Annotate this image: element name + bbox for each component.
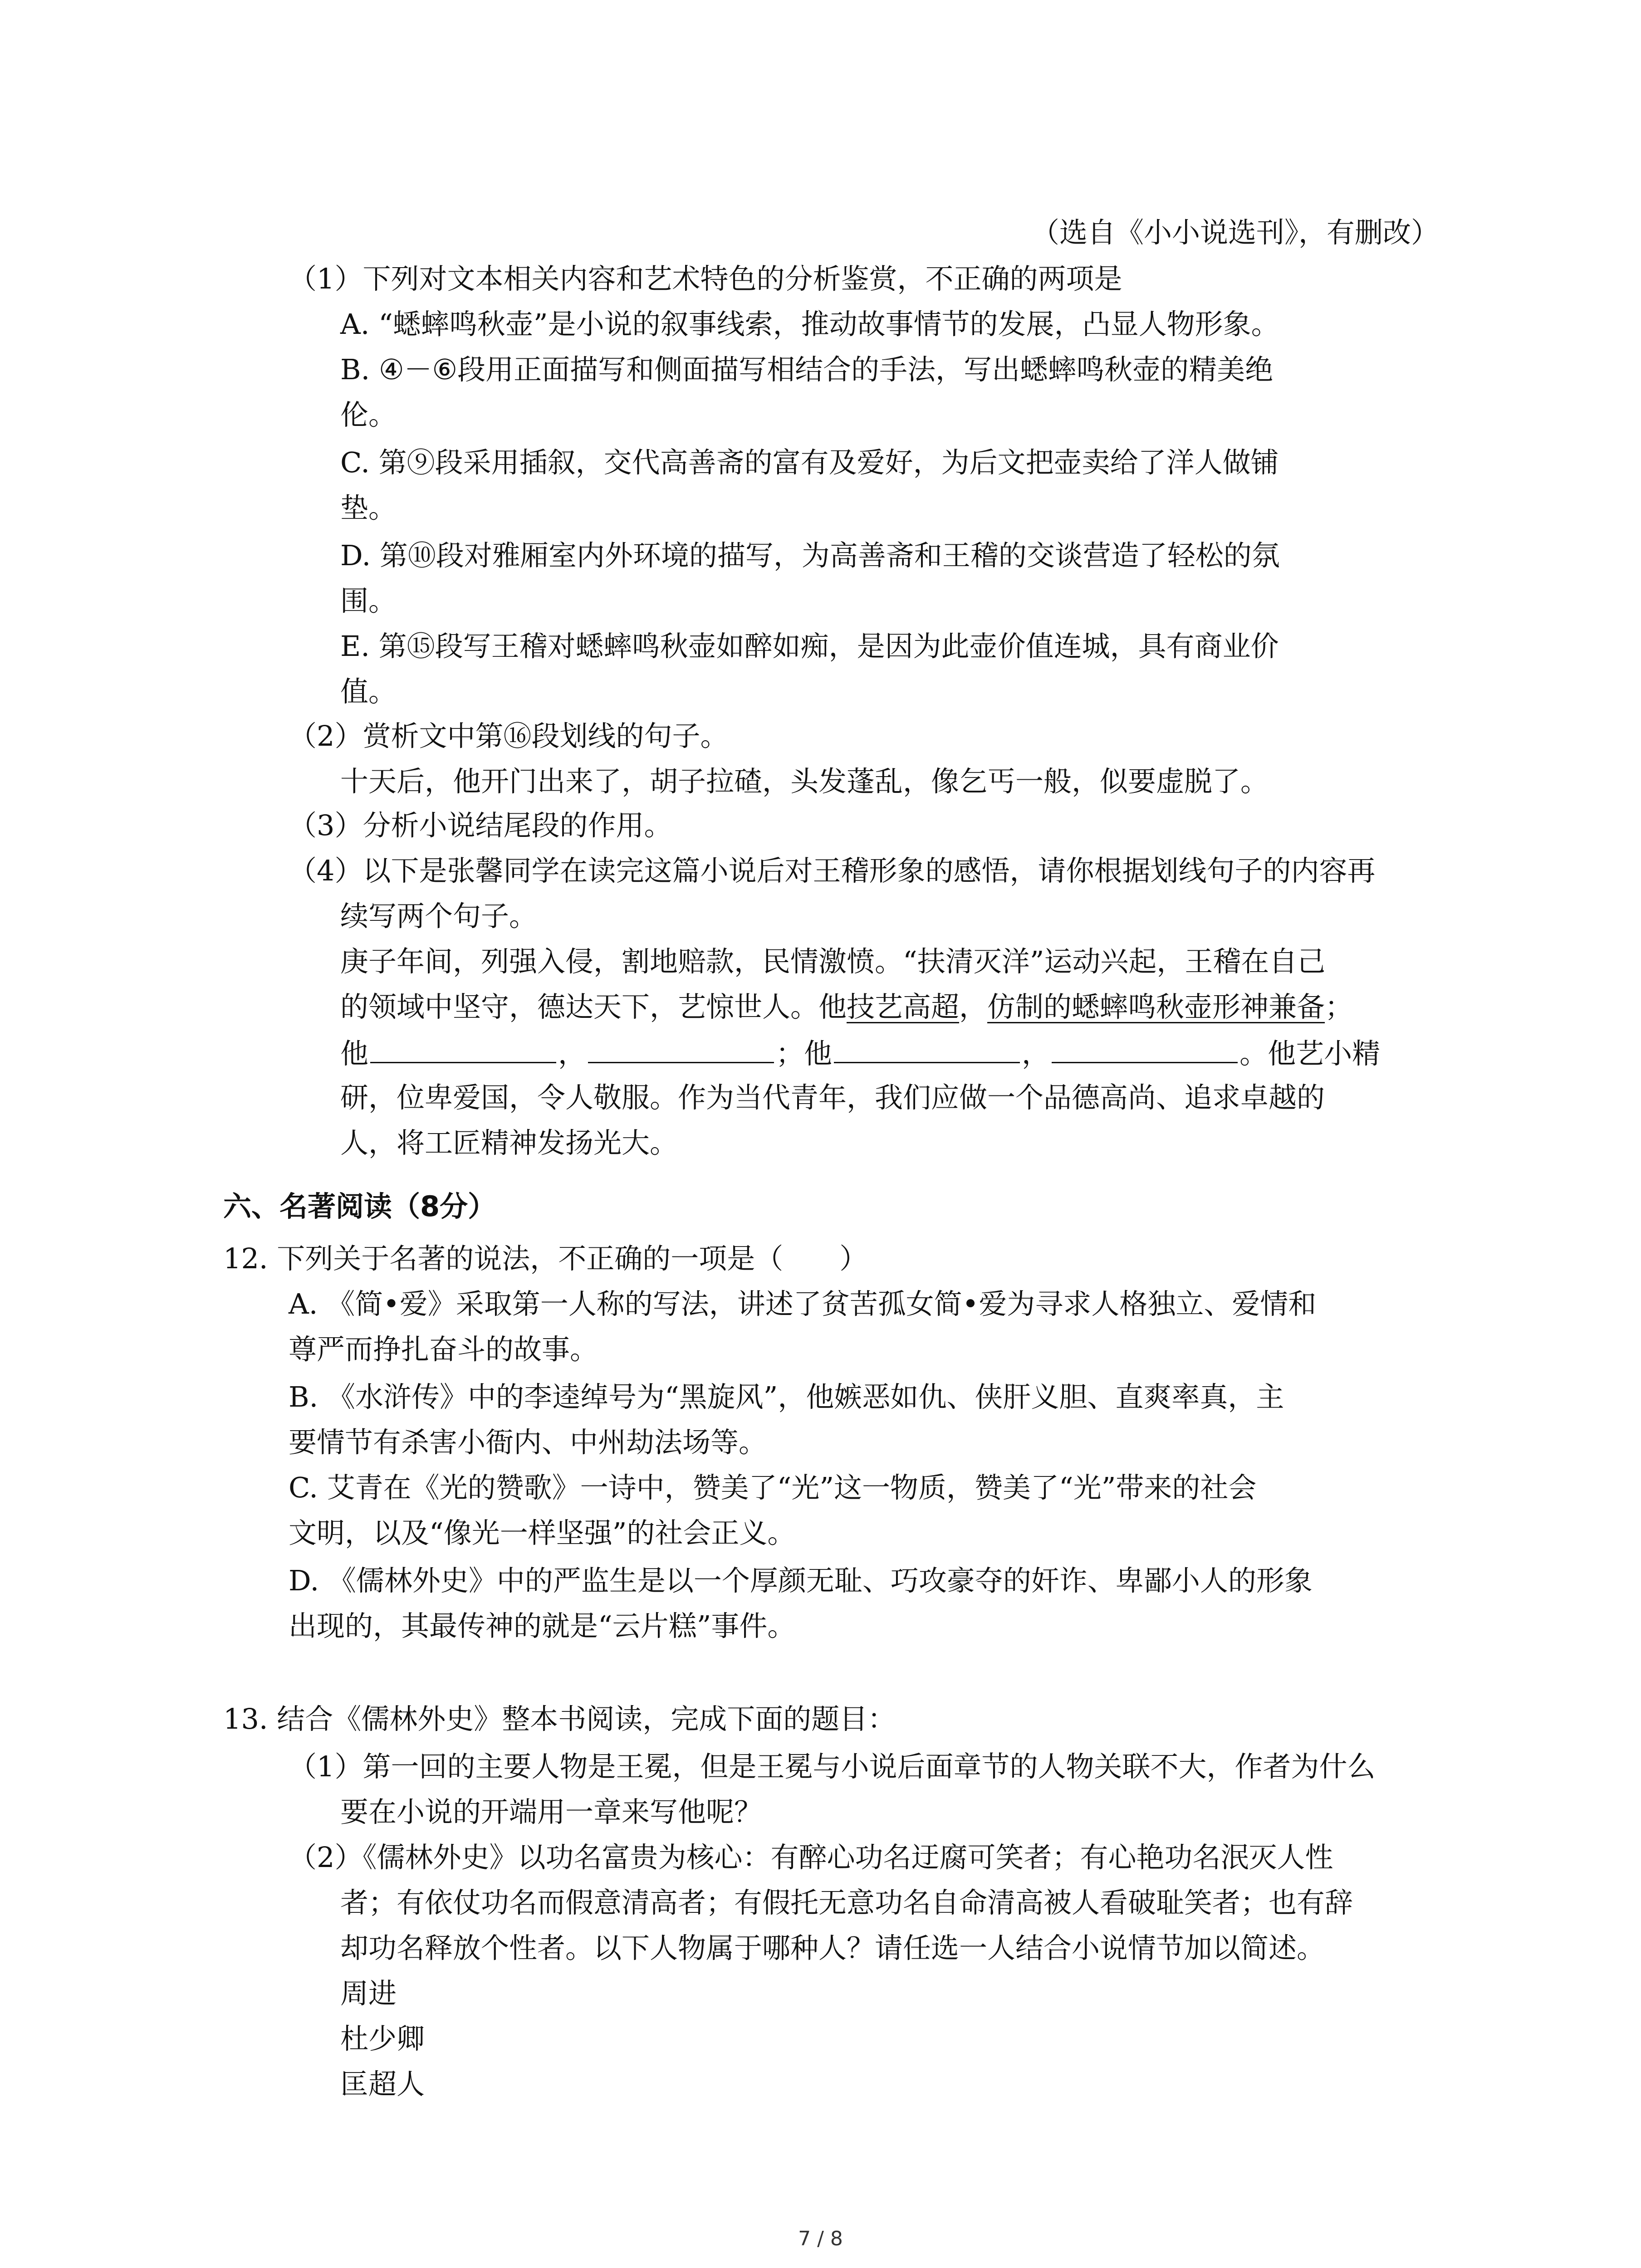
q11-sub1-option-b-cont: 伦。 (340, 398, 397, 431)
answer-blank-2[interactable] (588, 1032, 774, 1063)
q11-sub4-stem-cont: 续写两个句子。 (340, 899, 538, 933)
q12-option-b: B. 《水浒传》中的李逵绰号为“黑旋风”，他嫉恶如仇、侠肝义胆、直爽率真，主 (289, 1380, 1284, 1413)
q13-option-2: 杜少卿 (340, 2022, 425, 2055)
q12-option-d: D. 《儒林外史》中的严监生是以一个厚颜无耻、巧攻豪夺的奸诈、卑鄙小人的形象 (289, 1564, 1313, 1597)
q11-sub4-passage-line5: 人，将工匠精神发扬光大。 (340, 1126, 678, 1159)
q13-sub2-cont2: 却功名释放个性者。以下人物属于哪种人？请任选一人结合小说情节加以简述。 (340, 1931, 1325, 1965)
passage-text: ； (1325, 990, 1353, 1023)
q13-option-3: 匡超人 (340, 2068, 425, 2101)
q12-option-b-cont: 要情节有杀害小衙内、中州劫法场等。 (289, 1426, 767, 1459)
q11-sub4-passage-line2 (340, 987, 1353, 1027)
q12-option-d-cont: 出现的，其最传神的就是“云片糕”事件。 (289, 1609, 796, 1642)
q13-sub1-cont: 要在小说的开端用一章来写他呢？ (340, 1795, 763, 1828)
page-number: 7 / 8 (798, 2227, 843, 2250)
answer-blank-1[interactable] (370, 1032, 556, 1063)
underlined-phrase: 仿制的蟋蟀鸣秋壶形神兼备 (987, 990, 1325, 1023)
q13-sub2-cont1: 者；有依仗功名而假意清高者；有假托无意功名自命清高被人看破耻笑者；也有辞 (340, 1886, 1353, 1919)
passage-text: 的领域中坚守，德达天下，艺惊世人。他 (340, 990, 847, 1023)
q11-sub1-option-c-cont: 垫。 (340, 491, 397, 524)
q13-option-1: 周进 (340, 1977, 397, 2010)
q11-sub2-stem: （2）赏析文中第⑯段划线的句子。 (289, 719, 729, 753)
passage-text: ， (558, 1037, 587, 1070)
source-note: （选自《小小说选刊》，有删改） (1031, 216, 1439, 249)
answer-blank-4[interactable] (1052, 1032, 1238, 1063)
passage-text: ， (1022, 1037, 1050, 1070)
q11-sub1-stem: （1）下列对文本相关内容和艺术特色的分析鉴赏，不正确的两项是 (289, 262, 1122, 295)
q11-sub1-option-d-cont: 围。 (340, 584, 397, 617)
q11-sub1-option-e: E. 第⑮段写王稽对蟋蟀鸣秋壶如醉如痴，是因为此壶价值连城，具有商业价 (340, 630, 1279, 663)
q13-sub1: （1）第一回的主要人物是王冕，但是王冕与小说后面章节的人物关联不大，作者为什么 (289, 1750, 1376, 1783)
q11-sub2-quote: 十天后，他开门出来了，胡子拉碴，头发蓬乱，像乞丐一般，似要虚脱了。 (340, 765, 1269, 798)
q11-sub4-stem: （4）以下是张馨同学在读完这篇小说后对王稽形象的感悟，请你根据划线句子的内容再 (289, 854, 1376, 887)
q11-sub1-option-c: C. 第⑨段采用插叙，交代高善斋的富有及爱好，为后文把壶卖给了洋人做铺 (340, 446, 1279, 479)
passage-text: ， (959, 990, 988, 1023)
q12-option-a: A. 《简•爱》采取第一人称的写法，讲述了贫苦孤女简•爱为寻求人格独立、爱情和 (289, 1287, 1317, 1320)
q11-sub4-passage-line1: 庚子年间，列强入侵，割地赔款，民情激愤。“扶清灭洋”运动兴起，王稽在自己 (340, 945, 1326, 978)
section-heading: 六、名著阅读（8分） (223, 1190, 496, 1223)
q11-sub4-passage-line3 (340, 1032, 1380, 1074)
q13-stem: 13. 结合《儒林外史》整本书阅读，完成下面的题目： (223, 1702, 896, 1735)
q11-sub4-passage-line4: 研，位卑爱国，令人敬服。作为当代青年，我们应做一个品德高尚、追求卓越的 (340, 1081, 1325, 1114)
passage-text: ；他 (776, 1037, 833, 1070)
q12-stem: 12. 下列关于名著的说法，不正确的一项是（ ） (223, 1242, 868, 1275)
underlined-phrase: 技艺高超 (847, 990, 960, 1023)
q12-option-c: C. 艾青在《光的赞歌》一诗中，赞美了“光”这一物质，赞美了“光”带来的社会 (289, 1471, 1257, 1504)
q11-sub1-option-a: A. “蟋蟀鸣秋壶”是小说的叙事线索，推动故事情节的发展，凸显人物形象。 (340, 308, 1279, 341)
q11-sub1-option-e-cont: 值。 (340, 675, 397, 708)
passage-text: 他 (340, 1037, 369, 1070)
q11-sub1-option-b: B. ④－⑥段用正面描写和侧面描写相结合的手法，写出蟋蟀鸣秋壶的精美绝 (340, 353, 1274, 386)
q11-sub3-stem: （3）分析小说结尾段的作用。 (289, 809, 672, 842)
q11-sub1-option-d: D. 第⑩段对雅厢室内外环境的描写，为高善斋和王稽的交谈营造了轻松的氛 (340, 539, 1280, 572)
q12-option-c-cont: 文明，以及“像光一样坚强”的社会正义。 (289, 1516, 796, 1549)
passage-text: 。他艺小精 (1239, 1037, 1381, 1070)
answer-blank-3[interactable] (834, 1032, 1020, 1063)
q12-option-a-cont: 尊严而挣扎奋斗的故事。 (289, 1333, 598, 1366)
q13-sub2: （2）《儒林外史》以功名富贵为核心：有醉心功名迂腐可笑者；有心艳功名泯灭人性 (289, 1841, 1333, 1874)
